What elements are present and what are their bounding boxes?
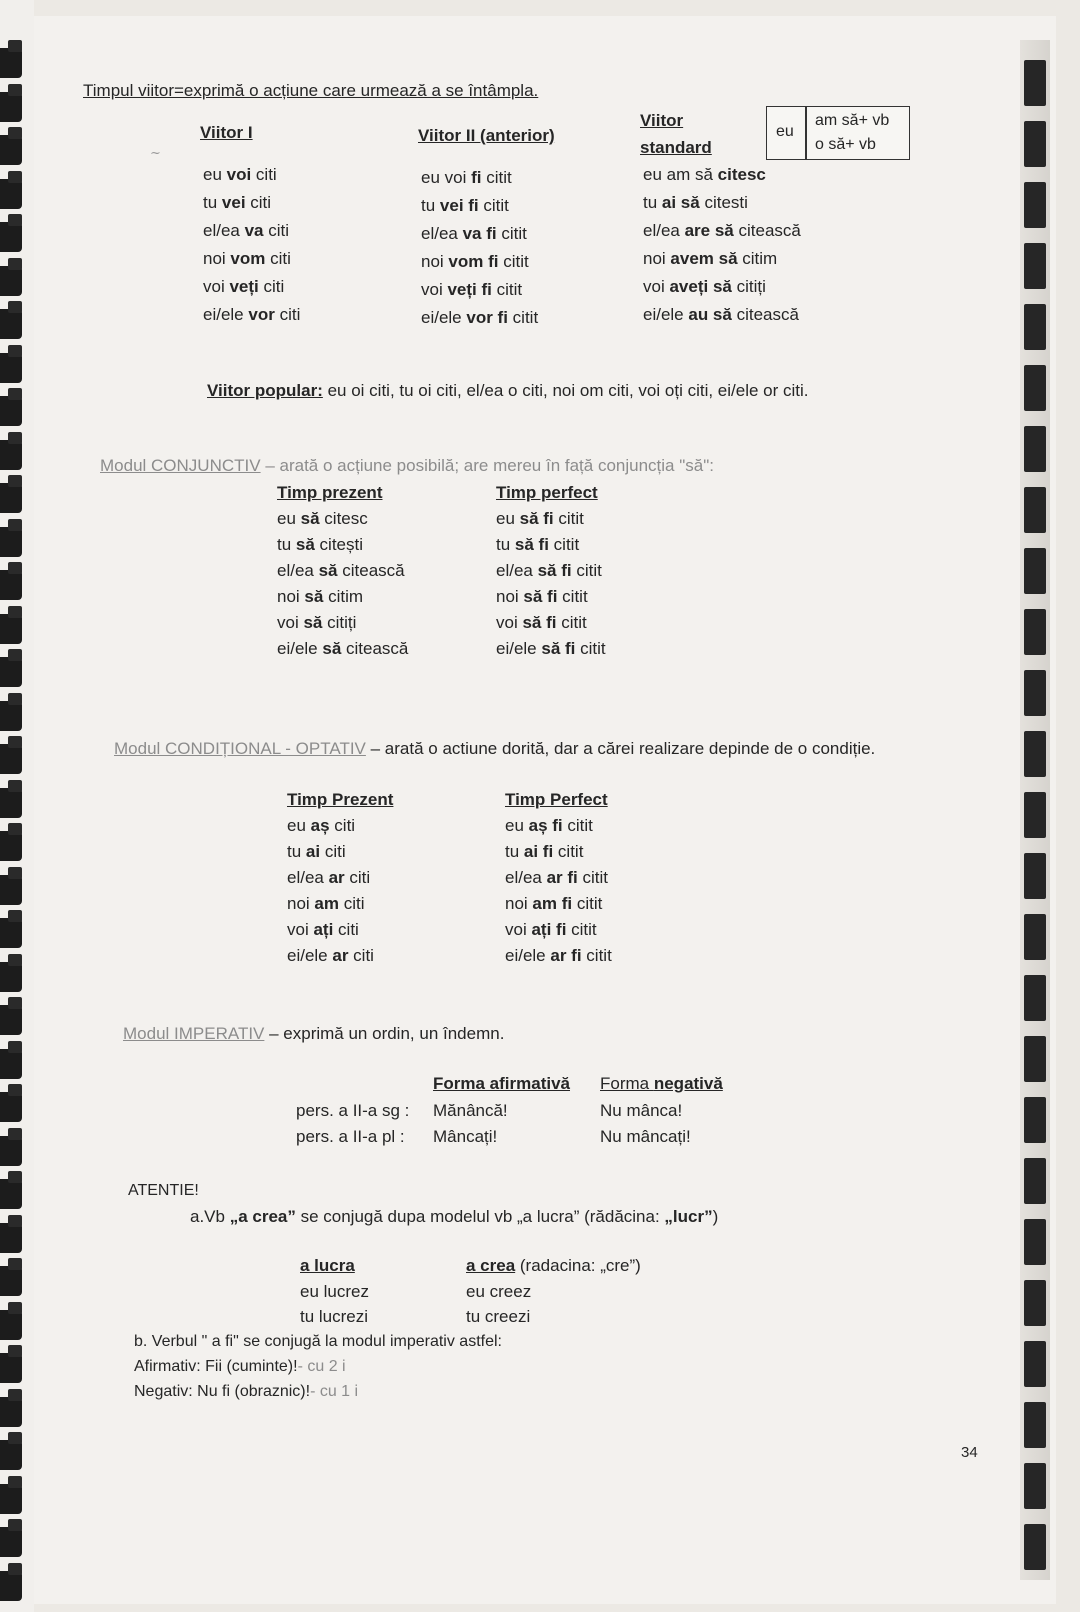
index-tab [1024, 60, 1046, 106]
imperativ-heading [123, 1023, 504, 1045]
conditional-col2-row: tu ai fi citit [505, 842, 584, 861]
atentie-b: b. Verbul " a fi" se conjugă la modul imperativ astfel: [134, 1333, 502, 1350]
conditional-col2-row: noi am fi citit [505, 894, 603, 913]
index-tab [1024, 365, 1046, 411]
lucra-title: a lucra [300, 1256, 355, 1275]
spiral-ring [0, 1310, 22, 1340]
heading-viitor: Timpul viitor=exprimă o acțiune care urmează a se întâmpla. [83, 81, 539, 100]
spiral-ring [0, 570, 22, 600]
conditional-col2-row: voi ați fi citit [505, 920, 597, 939]
imperativ-desc: – exprimă un ordin, un îndemn. [264, 1024, 505, 1043]
index-tab [1024, 1097, 1046, 1143]
afirmativ-line: Afirmativ: Fii (cuminte)!- cu 2 i [134, 1358, 346, 1375]
index-tab [1024, 1219, 1046, 1265]
conditional-col2-row: ei/ele ar fi citit [505, 946, 612, 965]
crea-heading: a crea (radacina: „cre”) [466, 1256, 641, 1275]
index-tab [1024, 1341, 1046, 1387]
imperativ-label: Modul IMPERATIV [123, 1024, 265, 1043]
conjunctiv-col1-row: eu să citesc [277, 509, 368, 528]
index-tab [1024, 1036, 1046, 1082]
spiral-ring [0, 875, 22, 905]
conditional-col1-row: noi am citi [287, 894, 365, 913]
imperativ-row2-af: Mâncați! [433, 1127, 498, 1146]
crea-row-1: eu creez [466, 1282, 532, 1301]
viitor2-row: noi vom fi citit [421, 252, 529, 271]
spiral-ring [0, 527, 22, 557]
spiral-ring [0, 657, 22, 687]
box-line2: o să+ vb [815, 136, 876, 153]
conjunctiv-col2-row: noi să fi citit [496, 587, 588, 606]
index-tab [1024, 182, 1046, 228]
spiral-ring [0, 1440, 22, 1470]
conjunctiv-col1-row: tu să citești [277, 535, 364, 554]
conjunctiv-col1-title: Timp prezent [277, 483, 383, 502]
spiral-ring [0, 135, 22, 165]
imperativ-row2-neg: Nu mâncați! [600, 1127, 691, 1146]
conditional-col1-row: ei/ele ar citi [287, 946, 374, 965]
spiral-ring [0, 1136, 22, 1166]
index-tab [1024, 670, 1046, 716]
index-tab [1024, 304, 1046, 350]
index-tab [1024, 243, 1046, 289]
viitor-std-row: el/ea are să citească [643, 221, 801, 240]
conditional-label: Modul CONDIȚIONAL - OPTATIV [114, 739, 366, 758]
viitor1-row: tu vei citi [203, 193, 272, 212]
imperativ-row2-label: pers. a II-a pl : [296, 1127, 405, 1146]
viitor2-row: ei/ele vor fi citit [421, 308, 539, 327]
viitor-std-row: tu ai să citesti [643, 193, 748, 212]
viitor-std-box [766, 106, 910, 160]
viitor2-title: Viitor II (anterior) [418, 126, 555, 145]
spiral-ring [0, 396, 22, 426]
spiral-ring [0, 1223, 22, 1253]
index-tab [1024, 1463, 1046, 1509]
conjunctiv-col2-row: eu să fi citit [496, 509, 584, 528]
viitor-std-row: ei/ele au să citească [643, 305, 799, 324]
spiral-ring [0, 1266, 22, 1296]
imperativ-col-af: Forma afirmativă [433, 1074, 570, 1093]
viitor-std-title-a: Viitor [640, 111, 684, 130]
spiral-ring [0, 1397, 22, 1427]
conditional-col2-row: el/ea ar fi citit [505, 868, 609, 887]
spiral-ring [0, 92, 22, 122]
lucra-row-1: eu lucrez [300, 1282, 369, 1301]
spiral-ring [0, 266, 22, 296]
conditional-col2-title: Timp Perfect [505, 790, 608, 809]
spiral-ring [0, 179, 22, 209]
conjunctiv-label: Modul CONJUNCTIV [100, 456, 261, 475]
spiral-ring [0, 744, 22, 774]
spiral-ring [0, 440, 22, 470]
spiral-ring [0, 1092, 22, 1122]
conditional-heading [114, 738, 875, 760]
spiral-ring [0, 48, 22, 78]
conjunctiv-col2-title: Timp perfect [496, 483, 598, 502]
spiral-ring [0, 1005, 22, 1035]
imperativ-row1-af: Mănâncă! [433, 1101, 508, 1120]
spiral-ring [0, 1571, 22, 1601]
viitor2-row: tu vei fi citit [421, 196, 509, 215]
spiral-ring [0, 1484, 22, 1514]
spiral-ring [0, 483, 22, 513]
conjunctiv-col2-row: tu să fi citit [496, 535, 580, 554]
spiral-ring [0, 1049, 22, 1079]
conjunctiv-col1-row: ei/ele să citească [277, 639, 409, 658]
handwritten-note-1: ~ [150, 146, 161, 161]
page-number: 34 [961, 1444, 978, 1461]
viitor-std-title-b: standard [640, 138, 712, 157]
conditional-col1-row: tu ai citi [287, 842, 346, 861]
spiral-ring [0, 831, 22, 861]
viitor1-row: voi veți citi [203, 277, 285, 296]
viitor1-row: ei/ele vor citi [203, 305, 301, 324]
index-tab [1024, 1280, 1046, 1326]
viitor2-row: el/ea va fi citit [421, 224, 527, 243]
imperativ-row1-label: pers. a II-a sg : [296, 1101, 410, 1120]
viitor-std-row: voi aveți să citiți [643, 277, 766, 296]
conjunctiv-col2-row: el/ea să fi citit [496, 561, 602, 580]
viitor-std-row: noi avem să citim [643, 249, 778, 268]
spiral-ring [0, 353, 22, 383]
viitor1-row: eu voi citi [203, 165, 277, 184]
spiral-ring [0, 222, 22, 252]
index-tab [1024, 121, 1046, 167]
lucra-row-2: tu lucrezi [300, 1307, 369, 1326]
index-tab [1024, 1402, 1046, 1448]
imperativ-col-neg: Forma negativă [600, 1074, 723, 1093]
conjunctiv-desc: – arată o acțiune posibilă; are mereu în față conjuncția "să": [260, 456, 714, 475]
viitor1-row: el/ea va citi [203, 221, 290, 240]
conjunctiv-col1-row: el/ea să citească [277, 561, 405, 580]
box-line1: am să+ vb [815, 112, 890, 129]
viitor1-title: Viitor I [200, 123, 253, 142]
viitor-popular-text: eu oi citi, tu oi citi, el/ea o citi, noi om citi, voi oți citi, ei/ele or citi. [322, 381, 809, 400]
conditional-col1-row: voi ați citi [287, 920, 359, 939]
conditional-col2-row: eu aș fi citit [505, 816, 593, 835]
viitor-popular-label: Viitor popular: [207, 381, 323, 400]
index-tab [1024, 487, 1046, 533]
conjunctiv-col2-row: ei/ele să fi citit [496, 639, 606, 658]
index-tab [1024, 609, 1046, 655]
index-tab [1024, 1158, 1046, 1204]
viitor2-row: eu voi fi citit [421, 168, 512, 187]
spiral-ring [0, 614, 22, 644]
viitor1-row: noi vom citi [203, 249, 291, 268]
crea-row-2: tu creezi [466, 1307, 531, 1326]
viitor2-row: voi veți fi citit [421, 280, 523, 299]
index-tab [1024, 792, 1046, 838]
conjunctiv-col2-row: voi să fi citit [496, 613, 587, 632]
spiral-ring [0, 1353, 22, 1383]
conditional-col1-title: Timp Prezent [287, 790, 394, 809]
index-tab [1024, 975, 1046, 1021]
viitor-popular [207, 380, 809, 402]
conditional-col1-row: el/ea ar citi [287, 868, 371, 887]
spiral-ring [0, 1527, 22, 1557]
index-tab [1024, 548, 1046, 594]
atentie-a: a.Vb „a crea” se conjugă dupa modelul vb „a lucra” (rădăcina: „lucr”) [190, 1207, 719, 1226]
conditional-desc: – arată o actiune dorită, dar a cărei realizare depinde de o condiție. [365, 739, 876, 758]
spiral-ring [0, 918, 22, 948]
spiral-ring [0, 309, 22, 339]
spiral-ring [0, 962, 22, 992]
viitor-std-row: eu am să citesc [643, 165, 766, 184]
index-tab [1024, 426, 1046, 472]
conditional-col1-row: eu aș citi [287, 816, 356, 835]
spiral-ring [0, 1179, 22, 1209]
imperativ-row1-neg: Nu mânca! [600, 1101, 683, 1120]
spiral-ring [0, 701, 22, 731]
index-tab [1024, 1524, 1046, 1570]
index-tab [1024, 853, 1046, 899]
conjunctiv-col1-row: voi să citiți [277, 613, 357, 632]
index-tab [1024, 914, 1046, 960]
spiral-ring [0, 788, 22, 818]
negativ-line: Negativ: Nu fi (obraznic)!- cu 1 i [134, 1383, 359, 1400]
conjunctiv-col1-row: noi să citim [277, 587, 364, 606]
index-tab [1024, 731, 1046, 777]
conjunctiv-heading [100, 455, 714, 477]
box-eu: eu [776, 123, 794, 140]
atentie-title: ATENTIE! [128, 1182, 199, 1199]
